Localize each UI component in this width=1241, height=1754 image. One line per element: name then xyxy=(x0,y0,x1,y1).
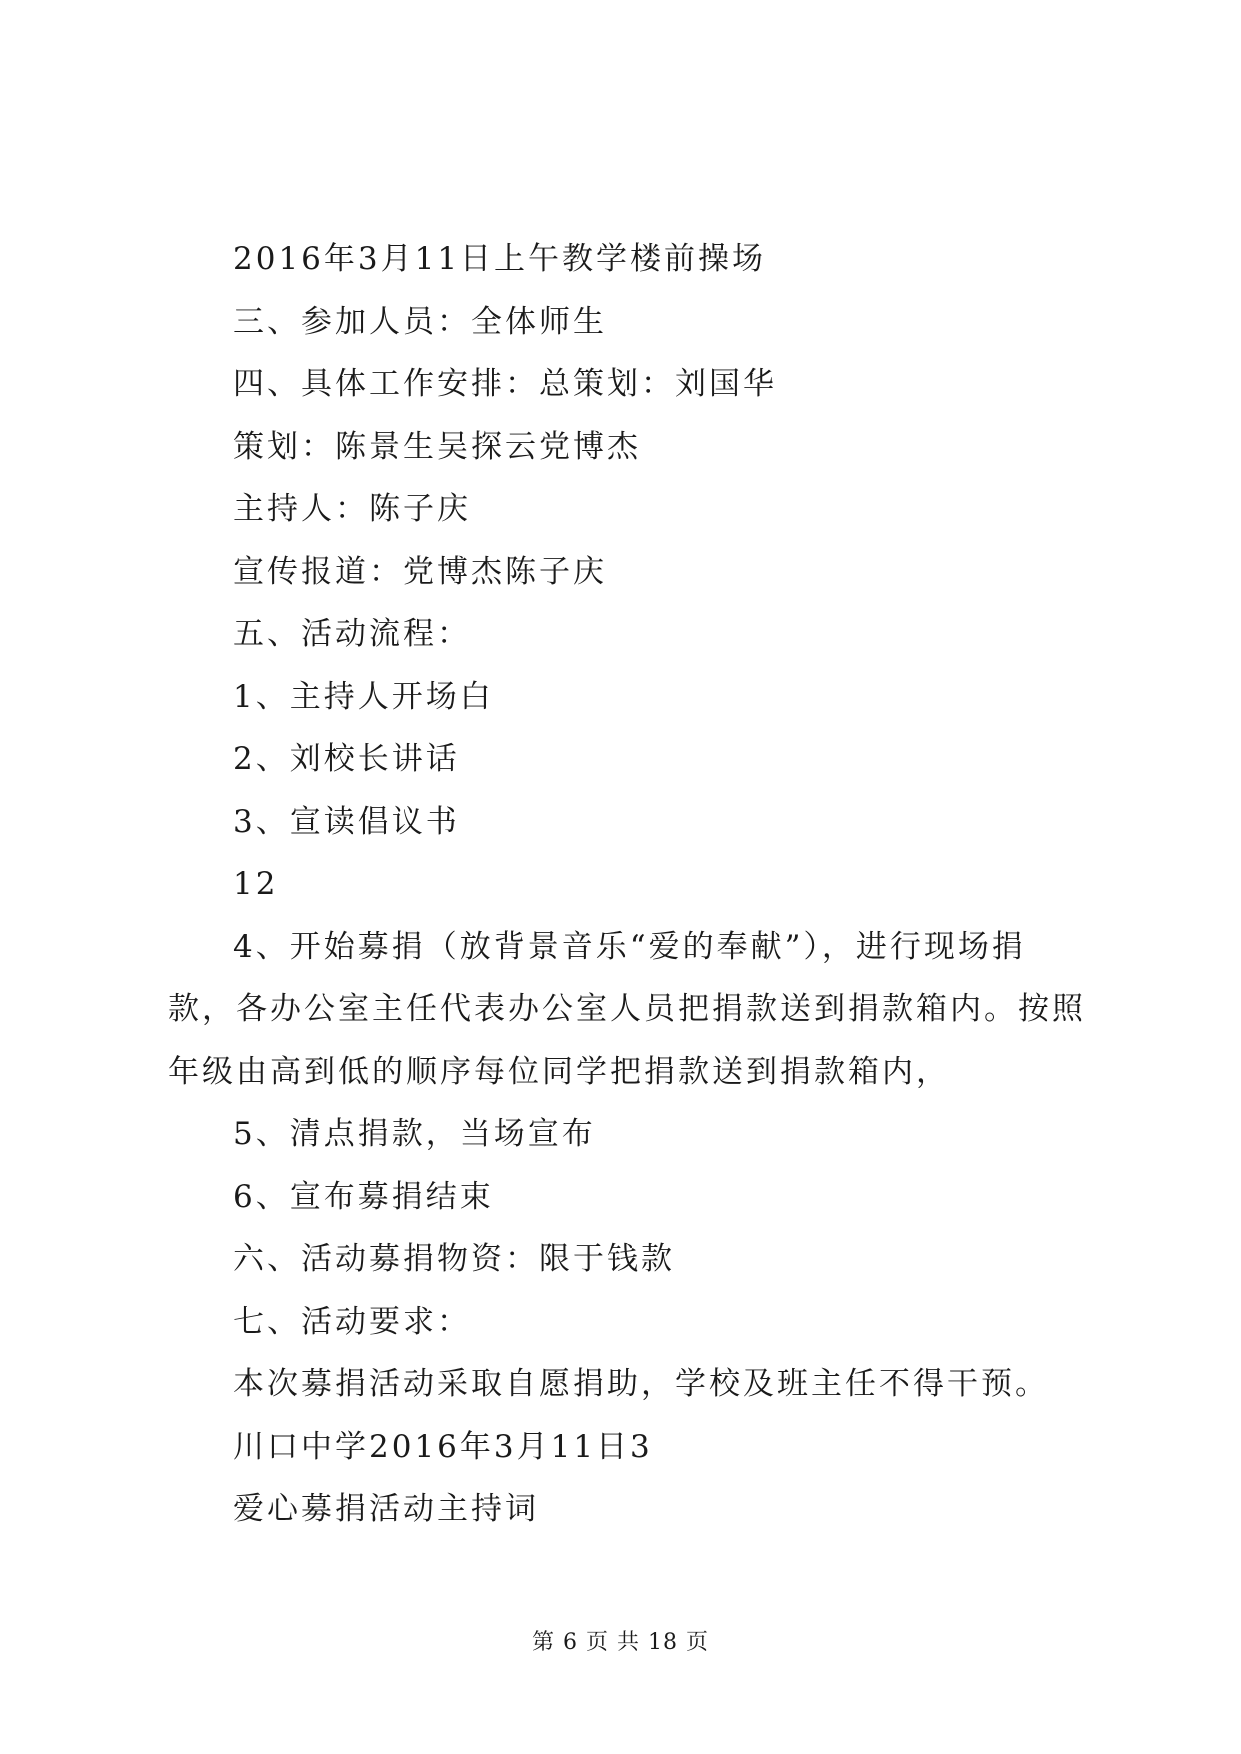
text-line: 策划：陈景生吴探云党博杰 xyxy=(233,428,641,465)
section-heading: 四、具体工作安排：总策划：刘国华 xyxy=(233,366,777,402)
list-item: 3、宣读倡议书 xyxy=(233,803,460,840)
section-heading: 五、活动流程： xyxy=(233,616,471,652)
document-title: 爱心募捐活动主持词 xyxy=(233,1491,539,1527)
text-line: 主持人：陈子庆 xyxy=(233,491,471,527)
list-item-paragraph: 4、开始募捐（放背景音乐“爱的奉献”），进行现场捐款，各办公室主任代表办公室人员把捐款送到捐款箱内。按照年级由高到低的顺序每位同学把捐款送到捐款箱内， xyxy=(168,928,1086,1090)
signature-line: 川口中学2016年3月11日3 xyxy=(233,1428,653,1465)
text-line: 本次募捐活动采取自愿捐助，学校及班主任不得干预。 xyxy=(233,1366,1049,1402)
list-item: 5、清点捐款，当场宣布 xyxy=(233,1116,596,1152)
text-line: 2016年3月11日上午教学楼前操场 xyxy=(233,241,767,277)
list-item: 2、刘校长讲话 xyxy=(233,741,460,777)
list-item: 6、宣布募捐结束 xyxy=(233,1178,494,1215)
list-item: 1、主持人开场白 xyxy=(233,678,494,715)
section-heading: 七、活动要求： xyxy=(233,1303,471,1340)
section-heading: 三、参加人员：全体师生 xyxy=(233,303,607,340)
section-heading: 六、活动募捐物资：限于钱款 xyxy=(233,1241,675,1277)
text-line: 12 xyxy=(233,866,279,902)
text-line: 宣传报道：党博杰陈子庆 xyxy=(233,553,607,590)
page-footer: 第 6 页 共 18 页 xyxy=(532,1630,709,1655)
document-body xyxy=(168,228,1088,1541)
